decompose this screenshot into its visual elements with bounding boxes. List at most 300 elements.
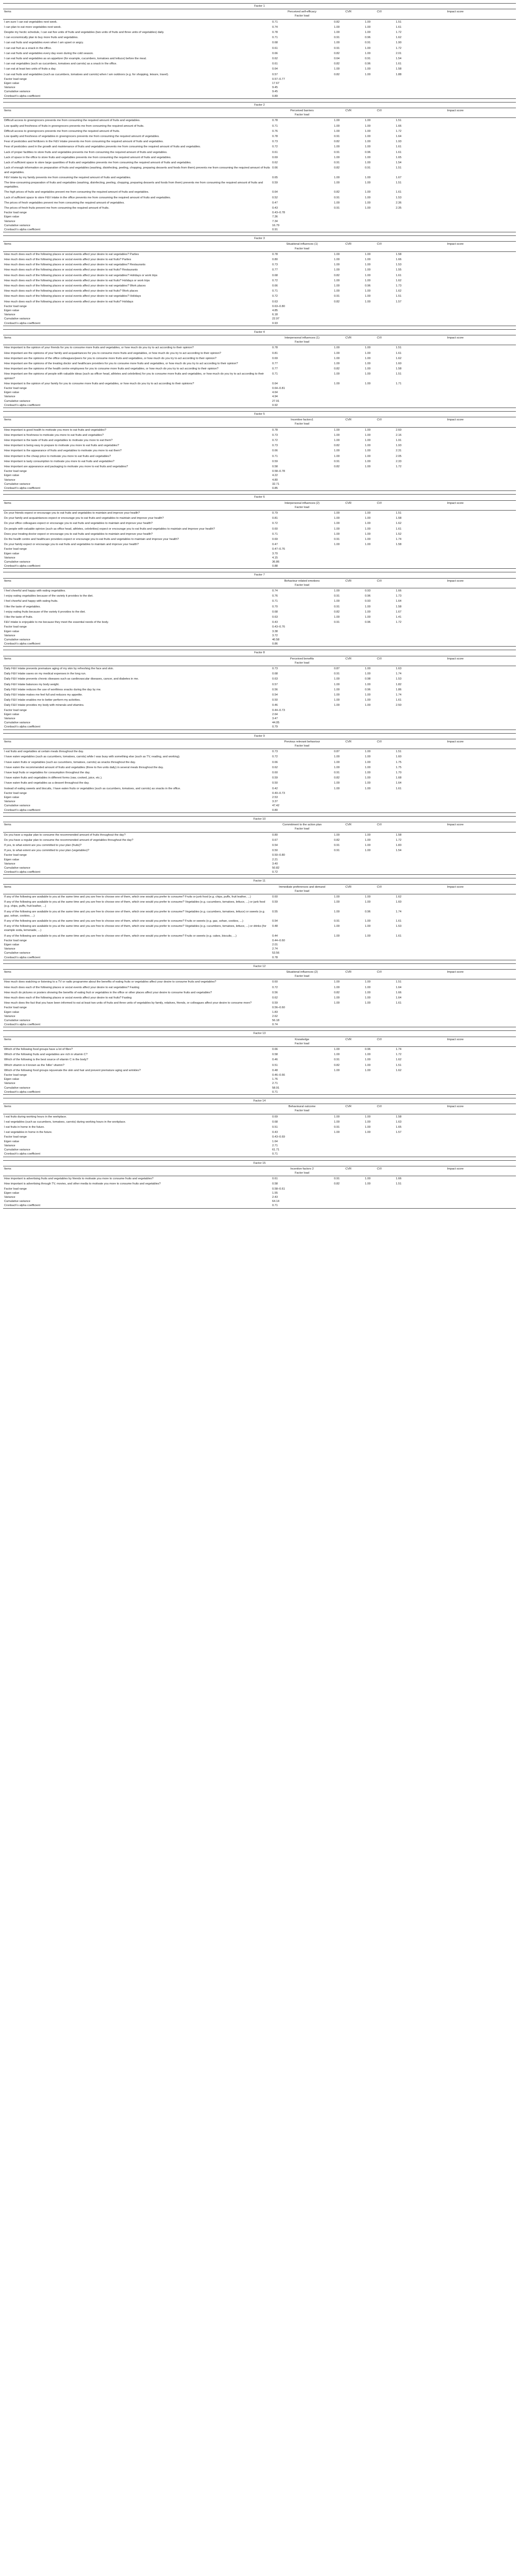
table-row [3, 459, 516, 464]
item-text: How important is tasty consumption to motivate you more to eat fruits and vegetables? [4, 460, 114, 463]
item-cvr: 0.91 [334, 621, 340, 624]
stat-empty [333, 947, 364, 951]
factor-name: Situational influences (2) [286, 970, 318, 974]
item-text: How important is the cheap price to motivate you more to eat fruits and vegetables? [4, 454, 111, 458]
stat-empty [333, 228, 364, 232]
item-text: Fear of pesticides used in the growth and maintenance of fruits and vegetables prevents me from consuming the required amount of fruits and vegetables. [4, 145, 201, 149]
item-factor-load: 0.62 [272, 161, 278, 165]
item-factor-load: 0.51 [272, 1063, 278, 1067]
stat-value: 0.93 [271, 321, 333, 326]
factor-name-header [271, 1037, 333, 1046]
item-impact-score: 1.72 [396, 129, 401, 133]
stat-empty [333, 482, 364, 486]
stat-empty [364, 725, 395, 730]
stat-empty [333, 304, 364, 309]
table-row [3, 206, 516, 211]
table-row [3, 46, 516, 51]
item-text: I have eaten fruits and vegetables as a dessert throughout the day. [4, 782, 90, 785]
stat-row [3, 725, 516, 730]
table-row [3, 765, 516, 770]
item-impact-score: 1.51 [396, 511, 401, 515]
stat-empty [333, 564, 364, 569]
item-factor-load: 0.43 [272, 206, 278, 210]
table-row [3, 615, 516, 620]
stat-row [3, 791, 516, 795]
stat-empty [333, 634, 364, 638]
items-header: Items [3, 335, 271, 345]
stat-empty [333, 939, 364, 943]
item-cvr: 1.00 [334, 522, 340, 526]
cvr-header: CVR [333, 1104, 364, 1114]
table-row [3, 666, 516, 672]
cvr-header: CVR [333, 1166, 364, 1176]
item-factor-load: 0.58 [272, 465, 278, 469]
item-text: Which of the following food groups have a lot of fibre? [4, 1048, 73, 1052]
item-cvr: 0.82 [334, 140, 340, 144]
item-text: I can eat fruits and vegetables as an appetizer (for example, cucumbers, tomatoes and lettuce) before the meal. [4, 57, 147, 61]
factor-name-header [271, 656, 333, 666]
item-cvi: 1.00 [365, 428, 371, 432]
stat-label: Cumulative variance [4, 224, 30, 227]
item-impact-score: 1.51 [396, 750, 401, 754]
stat-empty [364, 1023, 395, 1027]
stat-label: Cumulative variance [4, 1086, 30, 1090]
cvi-header: CVI [364, 417, 395, 427]
factor-number: Factor 3 [3, 236, 516, 242]
item-factor-load: 0.59 [272, 776, 278, 780]
stat-value: 0.64–0.81 [272, 387, 285, 391]
stat-empty [364, 399, 395, 403]
item-text: I am sure I can eat vegetables next week. [4, 20, 58, 24]
stat-value: 3.72 [272, 634, 278, 637]
item-text: Do you have a regular plan to consume the recommended amount of fruits throughout the day? [4, 833, 126, 837]
item-factor-load: 0.44 [272, 934, 278, 938]
table-row [3, 190, 516, 195]
item-cvr: 1.00 [334, 1120, 340, 1124]
factor-name: Interpersonal influences (1) [284, 336, 320, 340]
stat-empty [333, 1191, 364, 1195]
table-row [3, 30, 516, 35]
item-cvi: 1.00 [365, 760, 371, 764]
stat-value: 7.34 [272, 219, 278, 223]
item-cvi: 1.00 [365, 980, 371, 984]
item-cvr: 1.00 [334, 279, 340, 282]
stat-value: 0.92 [271, 403, 333, 408]
item-cvr: 1.00 [334, 268, 340, 272]
stat-empty [364, 1090, 395, 1095]
item-text: How important are appearance and packaging to motivate you more to eat fruits and vegetables? [4, 465, 128, 469]
cvr-header: CVR [333, 739, 364, 749]
item-text: If any of the following are available to you at the same time and you are free to choose one of them, which one would you prefer to consume? Fruits or sweets (e.g. gaz, sohan, cookies, ...) [4, 919, 243, 923]
item-text: How important is the opinion of your family for you to consume more fruits and vegetables, or how much do you try to act according to their opinions? [4, 382, 194, 385]
item-cvr: 0.82 [334, 444, 340, 448]
stat-empty [333, 708, 364, 713]
item-cvi: 1.00 [365, 52, 371, 55]
item-cvr: 1.00 [334, 517, 340, 520]
stat-value: 17.67 [272, 82, 279, 86]
stat-empty [364, 547, 395, 551]
item-cvr: 0.82 [334, 274, 340, 277]
item-factor-load: 0.60 [272, 980, 278, 984]
stat-row [3, 552, 516, 556]
table-row [3, 995, 516, 1001]
item-factor-load: 0.62 [272, 996, 278, 999]
factor-name-header [271, 884, 333, 894]
stat-empty [364, 224, 395, 228]
impact-header: Impact score [395, 1104, 516, 1114]
stat-empty [395, 1144, 516, 1148]
item-impact-score: 1.58 [396, 67, 401, 71]
items-header: Items [3, 822, 271, 832]
stat-label: Cumulative variance [4, 399, 30, 403]
stat-value: 32.71 [272, 482, 279, 486]
item-cvi: 0.96 [365, 621, 371, 624]
item-impact-score: 1.61 [396, 1002, 401, 1005]
item-cvi: 1.00 [365, 465, 371, 469]
item-factor-load: 0.72 [272, 986, 278, 989]
stat-value: 4.94 [272, 395, 278, 399]
stat-row [3, 473, 516, 478]
factor-name-header [271, 335, 333, 345]
item-factor-load: 0.71 [272, 20, 278, 24]
cvi-header: CVI [364, 1166, 395, 1176]
item-factor-load: 0.74 [272, 589, 278, 592]
item-cvi: 1.00 [365, 1126, 371, 1129]
item-text: How much does each of the following places or social events affect your desire to eat fruits? Parties [4, 258, 131, 261]
stat-empty [395, 853, 516, 857]
item-impact-score: 1.51 [396, 181, 401, 184]
item-text: The time-consuming preparation of fruits and vegetables (washing, disinfecting, peeling, chopping, preparing desserts and foods from them) prevents me from consuming the required amount of fruits and vegetables. [4, 181, 263, 189]
item-factor-load: 0.64 [272, 382, 278, 385]
stat-empty [395, 94, 516, 99]
table-row [3, 267, 516, 273]
item-cvi: 1.00 [365, 124, 371, 128]
item-text: Which of the following is the best source of vitamin C in the body? [4, 1058, 88, 1062]
item-cvi: 1.00 [365, 367, 371, 371]
stat-value: 4.22 [272, 474, 278, 478]
table-row [3, 848, 516, 853]
stat-label: Cumulative variance [4, 1200, 30, 1204]
stat-empty [364, 862, 395, 866]
stat-empty [364, 791, 395, 795]
stat-row [3, 853, 516, 857]
stat-empty [333, 1086, 364, 1090]
item-cvr: 1.00 [334, 181, 340, 184]
stat-empty [395, 1204, 516, 1208]
stat-value: 0.43–0.76 [272, 625, 285, 629]
stat-value: 1.64 [272, 1140, 278, 1143]
item-impact-score: 1.72 [396, 46, 401, 50]
factor-header-row [3, 578, 516, 588]
stat-label: Eigen value [4, 1078, 20, 1081]
item-impact-score: 1.62 [396, 290, 401, 293]
stat-label: Variance [4, 1014, 15, 1018]
item-impact-score: 1.72 [396, 838, 401, 842]
table-row [3, 843, 516, 848]
factor-name: Incentive factors 2 [290, 1167, 314, 1171]
stat-value: 0.89 [271, 94, 333, 99]
item-text: How much does each of the following places or social events affect your desire to eat vegetables? Work places [4, 284, 146, 287]
item-text: How much does each of the following places or social events affect your desire to eat vegetables? Holidays or work trips [4, 274, 158, 277]
item-impact-score: 1.58 [396, 252, 401, 256]
item-factor-load: 0.73 [272, 263, 278, 267]
item-cvi: 1.00 [365, 693, 371, 697]
item-factor-load: 0.51 [272, 1126, 278, 1129]
factor-number: Factor 12 [3, 963, 516, 969]
item-text: If yes, to what extent are you committed to your plan (vegetables)? [4, 849, 90, 853]
items-header: Items [3, 739, 271, 749]
item-cvr: 0.82 [334, 776, 340, 780]
item-cvr: 0.82 [334, 191, 340, 194]
item-factor-load: 0.58 [272, 1053, 278, 1057]
item-cvr: 1.00 [334, 263, 340, 267]
item-impact-score: 1.86 [396, 688, 401, 691]
item-cvr: 1.00 [334, 346, 340, 350]
item-impact-score: 1.74 [396, 910, 401, 913]
item-factor-load: 0.54 [272, 843, 278, 847]
item-cvr: 1.00 [334, 683, 340, 686]
impact-header: Impact score [395, 9, 516, 19]
item-cvr: 1.00 [334, 1002, 340, 1005]
stat-empty [333, 870, 364, 875]
stat-empty [395, 1148, 516, 1152]
impact-header: Impact score [395, 1166, 516, 1176]
factor-table [3, 963, 516, 1028]
item-text: I like the taste of vegetables. [4, 605, 41, 608]
item-factor-load: 0.72 [272, 439, 278, 443]
cvi-header: CVI [364, 969, 395, 979]
stat-label: Eigen value [4, 1140, 20, 1143]
item-cvr: 1.00 [334, 252, 340, 256]
impact-header: Impact score [395, 1037, 516, 1046]
stat-row [3, 94, 516, 99]
item-cvi: 1.00 [365, 439, 371, 443]
impact-header: Impact score [395, 417, 516, 427]
item-text: If any of the following are available to you at the same time and you are free to choose one of them, which one would you prefer to consume? Vegetables (e.g. cucumbers, tomatoes, lettuce, ...) or junk food (e.g. chips, puffs, fruit leather, ...) [4, 901, 265, 908]
factor-load-header: Factor load [295, 505, 309, 509]
stat-row [3, 90, 516, 94]
stat-row [3, 1144, 516, 1148]
stat-row [3, 804, 516, 808]
stat-empty [333, 1010, 364, 1014]
item-impact-score: 1.73 [396, 284, 401, 287]
stat-empty [364, 219, 395, 224]
table-row [3, 537, 516, 542]
item-impact-score: 1.61 [396, 62, 401, 66]
item-impact-score: 1.64 [396, 996, 401, 999]
item-cvi: 1.00 [365, 454, 371, 458]
item-cvr: 0.91 [334, 135, 340, 139]
table-row [3, 676, 516, 682]
stat-empty [364, 313, 395, 317]
table-row [3, 155, 516, 160]
stat-label: Cumulative variance [4, 1019, 30, 1023]
stat-empty [364, 1081, 395, 1086]
item-cvr: 0.91 [334, 196, 340, 199]
item-factor-load: 0.66 [272, 284, 278, 287]
item-cvr: 0.91 [334, 605, 340, 608]
table-row [3, 521, 516, 526]
stat-empty [364, 947, 395, 951]
item-cvr: 1.00 [334, 176, 340, 179]
item-impact-score: 1.51 [396, 295, 401, 298]
item-cvi: 1.00 [365, 766, 371, 769]
stat-value: 0.50–0.80 [272, 854, 285, 857]
table-row [3, 838, 516, 843]
factor-name: Perceived barriers [290, 109, 314, 113]
item-cvi: 0.91 [365, 166, 371, 170]
item-impact-score: 1.65 [396, 1126, 401, 1129]
item-text: Lack of space in the office to store fruits and vegetables prevents me from consuming the required amount of fruits and vegetables. [4, 156, 172, 159]
stat-label: Variance [4, 634, 15, 637]
item-cvi: 1.00 [365, 161, 371, 165]
item-cvi: 1.00 [365, 605, 371, 608]
table-row [3, 832, 516, 838]
item-text: Do your family and acquaintances expect or encourage you to eat fruits and vegetables to maintain and improve your health? [4, 517, 164, 520]
stat-row [3, 642, 516, 647]
item-text: How important is being easy to prepare to motivate you more to eat fruits and vegetables? [4, 444, 119, 448]
stat-label: Cumulative variance [4, 952, 30, 955]
stat-empty [333, 547, 364, 551]
stat-empty [364, 1144, 395, 1148]
item-impact-score: 1.61 [396, 274, 401, 277]
item-factor-load: 0.61 [272, 46, 278, 50]
item-impact-score: 1.54 [396, 849, 401, 853]
table-row [3, 61, 516, 66]
stat-value: 2.74 [272, 947, 278, 951]
item-impact-score: 1.51 [396, 980, 401, 984]
factor-table [3, 1098, 516, 1157]
item-text: I like the taste of fruits. [4, 615, 33, 619]
stat-empty [333, 560, 364, 564]
stat-value: 2.01 [272, 943, 278, 946]
stat-row [3, 77, 516, 81]
stat-empty [364, 638, 395, 642]
table-row [3, 703, 516, 708]
item-impact-score: 1.58 [396, 605, 401, 608]
stat-empty [333, 317, 364, 321]
factor-load-header: Factor load [295, 975, 309, 978]
factor-table [3, 235, 516, 326]
item-cvi: 1.00 [365, 46, 371, 50]
item-cvr: 1.00 [334, 201, 340, 205]
item-cvr: 1.00 [334, 41, 340, 45]
item-cvi: 1.00 [365, 843, 371, 847]
table-row [3, 1181, 516, 1187]
stat-label: Factor load range [4, 854, 27, 857]
stat-empty [395, 947, 516, 951]
stat-value: 1.55 [272, 1191, 278, 1195]
item-impact-score: 1.52 [396, 532, 401, 536]
stat-empty [395, 795, 516, 800]
item-cvr: 0.91 [334, 843, 340, 847]
item-factor-load: 0.79 [272, 511, 278, 515]
factor-table [3, 102, 516, 232]
stat-empty [395, 313, 516, 317]
factor-number: Factor 9 [3, 733, 516, 739]
item-impact-score: 1.72 [396, 1053, 401, 1057]
stat-value: 0.56–0.60 [272, 1006, 285, 1010]
stat-row [3, 224, 516, 228]
item-cvr: 0.91 [334, 771, 340, 775]
factor-header-row [3, 739, 516, 749]
item-text: I eat vegetables (such as cucumbers, tomatoes, carrots) during working hours in the workplace. [4, 1120, 126, 1124]
item-impact-score: 1.61 [396, 351, 401, 355]
item-text: Lack of enough information on preparation of fruits and vegetables (washing, disinfecting, peeling, chopping, preparing desserts and foods from them) prevents me from consuming the required amount of fruits and vegetables. [4, 166, 270, 174]
factor-load-header: Factor load [295, 14, 309, 18]
stat-value: 0.71 [271, 1152, 333, 1157]
item-impact-score: 1.58 [396, 367, 401, 371]
stat-empty [395, 560, 516, 564]
item-cvr: 0.91 [334, 36, 340, 40]
table-row [3, 1063, 516, 1068]
stat-empty [333, 309, 364, 313]
stat-label: Factor load range [4, 625, 27, 629]
item-text: Daily F&V intake enables me to better perform my activities. [4, 699, 81, 702]
table-row [3, 273, 516, 278]
factor-table [3, 1160, 516, 1209]
item-text: I eat fruits during working hours in the workplace. [4, 1115, 67, 1118]
factor-header-row [3, 884, 516, 894]
stat-empty [364, 1073, 395, 1077]
stat-empty [364, 853, 395, 857]
stat-empty [364, 1006, 395, 1010]
item-factor-load: 0.57 [272, 73, 278, 76]
item-cvi: 0.96 [365, 595, 371, 598]
item-text: How much does each of the following places or social events affect your desire to eat fruits? Restaurants [4, 268, 138, 272]
item-cvi: 1.00 [365, 683, 371, 686]
item-cvr: 1.00 [334, 67, 340, 71]
stat-empty [364, 1187, 395, 1191]
item-factor-load: 0.69 [272, 1115, 278, 1118]
item-impact-score: 1.53 [396, 925, 401, 928]
stat-row [3, 556, 516, 560]
stat-value: 27.91 [272, 399, 279, 403]
item-text: How important is the opinion of your friends for you to consume more fruits and vegetables, or how much do you try to act according to their opinion? [4, 346, 194, 350]
stat-label: Cronbach's alpha coefficient [3, 956, 271, 960]
item-text: How important are the opinions of the office colleagues/peers for you to consume more fruits and vegetables, or how much do you try to act according to their opinion? [4, 357, 216, 360]
item-cvi: 1.00 [365, 449, 371, 453]
stat-value: 0.79 [271, 725, 333, 730]
item-cvr: 0.87 [334, 750, 340, 754]
item-impact-score: 1.61 [396, 527, 401, 531]
table-row [3, 40, 516, 45]
factor-header-row [3, 969, 516, 979]
stat-value: 0.43–0.69 [272, 1136, 285, 1139]
factor-number: Factor 13 [3, 1031, 516, 1037]
stat-row [3, 211, 516, 215]
table-row [3, 160, 516, 165]
stat-empty [333, 556, 364, 560]
stat-value: 3.38 [272, 630, 278, 633]
stat-empty [364, 808, 395, 813]
item-cvi: 1.00 [365, 782, 371, 785]
stat-empty [333, 403, 364, 408]
table-row [3, 604, 516, 609]
stat-empty [395, 858, 516, 862]
table-row [3, 299, 516, 304]
stat-empty [395, 228, 516, 232]
stat-empty [364, 708, 395, 713]
item-impact-score: 1.62 [396, 357, 401, 360]
stat-label: Cronbach's alpha coefficient [3, 725, 271, 730]
item-factor-load: 0.59 [272, 901, 278, 904]
factor-name: Previous relevant behaviour [284, 740, 320, 743]
items-header: Items [3, 9, 271, 19]
stat-empty [333, 1140, 364, 1144]
item-text: Do your family expect or encourage you to eat fruits and vegetables to maintain and improve your health? [4, 543, 139, 547]
item-cvr: 0.91 [334, 849, 340, 853]
